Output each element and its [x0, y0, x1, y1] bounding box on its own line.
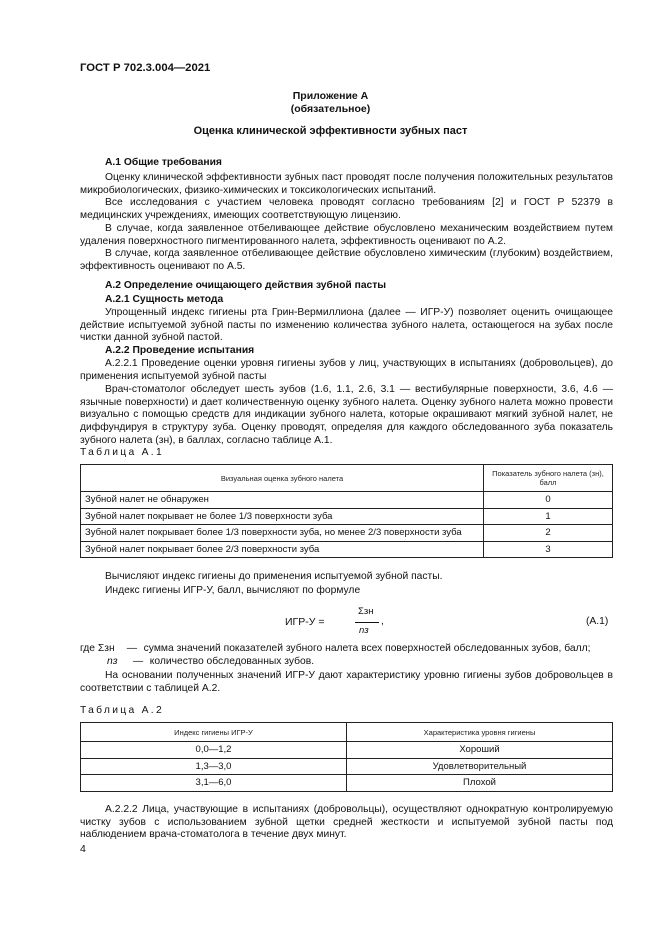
table1-header-score: Показатель зубного налета (зн), балл — [484, 465, 613, 492]
legend-definition: количество обследованных зубов. — [149, 656, 315, 667]
section-a21-heading: А.2.1 Сущность метода — [105, 294, 224, 305]
legend-dash: — — [132, 656, 144, 667]
legend-symbol: nз — [107, 656, 118, 667]
table-row — [81, 508, 613, 525]
table1-cell-score: 1 — [484, 508, 613, 525]
paragraph: В случае, когда заявленное отбеливающее действие обусловлено механическим воздействием путем удаления поверхностного пигментированного налета, эффективность оценивают по А.2. — [80, 223, 613, 247]
page-number: 4 — [80, 843, 86, 855]
table1-cell-score: 2 — [484, 525, 613, 542]
table-row — [81, 541, 613, 558]
table2-cell-range: 1,3—3,0 — [81, 758, 347, 775]
table2-cell-level: Хороший — [347, 742, 613, 759]
legend-line — [80, 642, 613, 655]
formula-legend — [80, 642, 613, 668]
table-row — [81, 758, 613, 775]
table1-caption: Таблица А.1 — [80, 447, 164, 458]
table1-cell-desc: Зубной налет покрывает более 2/3 поверхности зуба — [81, 541, 484, 558]
table2-header-level: Характеристика уровня гигиены — [347, 723, 613, 742]
paragraph: Оценку клинической эффективности зубных паст проводят после получения положительных результатов микробиологических, физико-химических и токсикологических испытаний. — [80, 172, 613, 196]
appendix-heading: Оценка клинической эффективности зубных паст — [193, 125, 468, 137]
legend-definition: сумма значений показателей зубного налета всех поверхностей обследованных зубов, балл; — [143, 643, 591, 654]
fraction-bar — [355, 622, 379, 623]
table-row — [81, 742, 613, 759]
paragraph: Упрощенный индекс гигиены рта Грин-Вермиллиона (далее — ИГР-У) позволяет оценить очищающее действие испытуемой зубной пасты по изменению количества зубного налета, остающегося на зубах после чистки данной зубной пастой. — [80, 307, 613, 344]
table2-cell-range: 3,1—6,0 — [81, 775, 347, 792]
table-row — [81, 525, 613, 542]
paragraph: А.2.2.1 Проведение оценки уровня гигиены зубов у лиц, участвующих в испытаниях (добровольцев), до применения испытуемой зубной пасты — [80, 358, 613, 382]
table1-header-desc: Визуальная оценка зубного налета — [81, 465, 484, 492]
table-row — [81, 775, 613, 792]
table1-cell-desc: Зубной налет не обнаружен — [81, 492, 484, 509]
legend-symbol: Σзн — [97, 643, 115, 654]
paragraph: В случае, когда заявленное отбеливающее действие обусловлено химическим (глубоким) воздействием, эффективность оценивают по А.5. — [80, 248, 613, 272]
paragraph: Все исследования с участием человека проводят согласно требованиям [2] и ГОСТ Р 52379 в медицинских учреждениях, имеющих соответствующую лицензию. — [80, 197, 613, 221]
table1-cell-score: 0 — [484, 492, 613, 509]
table2-cell-level: Удовлетворительный — [347, 758, 613, 775]
appendix-title: Приложение А — [292, 90, 369, 102]
appendix-status: (обязательное) — [290, 103, 371, 115]
table1-cell-desc: Зубной налет покрывает более 1/3 поверхности зуба, но менее 2/3 поверхности зуба — [81, 525, 484, 542]
legend-line — [80, 655, 613, 668]
legend-dash: — — [126, 643, 138, 654]
table1-cell-desc: Зубной налет покрывает не более 1/3 поверхности зуба — [81, 508, 484, 525]
section-a1-heading: А.1 Общие требования — [105, 157, 222, 168]
legend-prefix: где — [80, 643, 96, 654]
paragraph: Вычисляют индекс гигиены до применения испытуемой зубной пасты. — [105, 571, 443, 582]
paragraph: А.2.2.2 Лица, участвующие в испытаниях (добровольцы), осуществляют однократную контролируемую чистку зубов с использованием зубной щетки средней жесткости и испытуемой зубной пасты под наблюдением врача-стоматолога в течение двух минут. — [80, 804, 613, 841]
paragraph: Индекс гигиены ИГР-У, балл, вычисляют по формуле — [105, 585, 361, 596]
formula-denominator: nз — [359, 625, 369, 636]
document-code: ГОСТ Р 702.3.004—2021 — [80, 62, 211, 74]
table2-header-index: Индекс гигиены ИГР-У — [81, 723, 347, 742]
paragraph: На основании полученных значений ИГР-У дают характеристику уровню гигиены зубов добровольцев в соответствии с таблицей А.2. — [80, 670, 613, 694]
paragraph: Врач-стоматолог обследует шесть зубов (1.6, 1.1, 2.6, 3.1 — вестибулярные поверхности, 3.6, 4.6 — язычные поверхности) и дает количественную оценку зубного налета. Оценку зубного налета можно провести визуально с помощью средств для индикации зубного налета, которые окрашивают мягкий зубной налет, не диффундируя в структуру зуба. Оценку проводят, определяя для каждого обследованного зуба показатель зубного налета (зн), в баллах, согласно таблице А.1. — [80, 384, 613, 446]
table-row — [81, 492, 613, 509]
formula-a1 — [285, 606, 435, 646]
section-a2-heading: А.2 Определение очищающего действия зубной пасты — [105, 280, 387, 291]
section-a22-heading: А.2.2 Проведение испытания — [105, 345, 255, 356]
table2-caption: Таблица А.2 — [80, 705, 164, 716]
table1-cell-score: 3 — [484, 541, 613, 558]
equation-number: (А.1) — [586, 616, 609, 627]
formula-comma: , — [381, 616, 384, 627]
formula-numerator: Σзн — [358, 606, 374, 617]
table-a1 — [80, 464, 613, 558]
table2-cell-level: Плохой — [347, 775, 613, 792]
table2-cell-range: 0,0—1,2 — [81, 742, 347, 759]
table-a2 — [80, 722, 613, 792]
formula-lhs: ИГР-У = — [285, 616, 325, 628]
